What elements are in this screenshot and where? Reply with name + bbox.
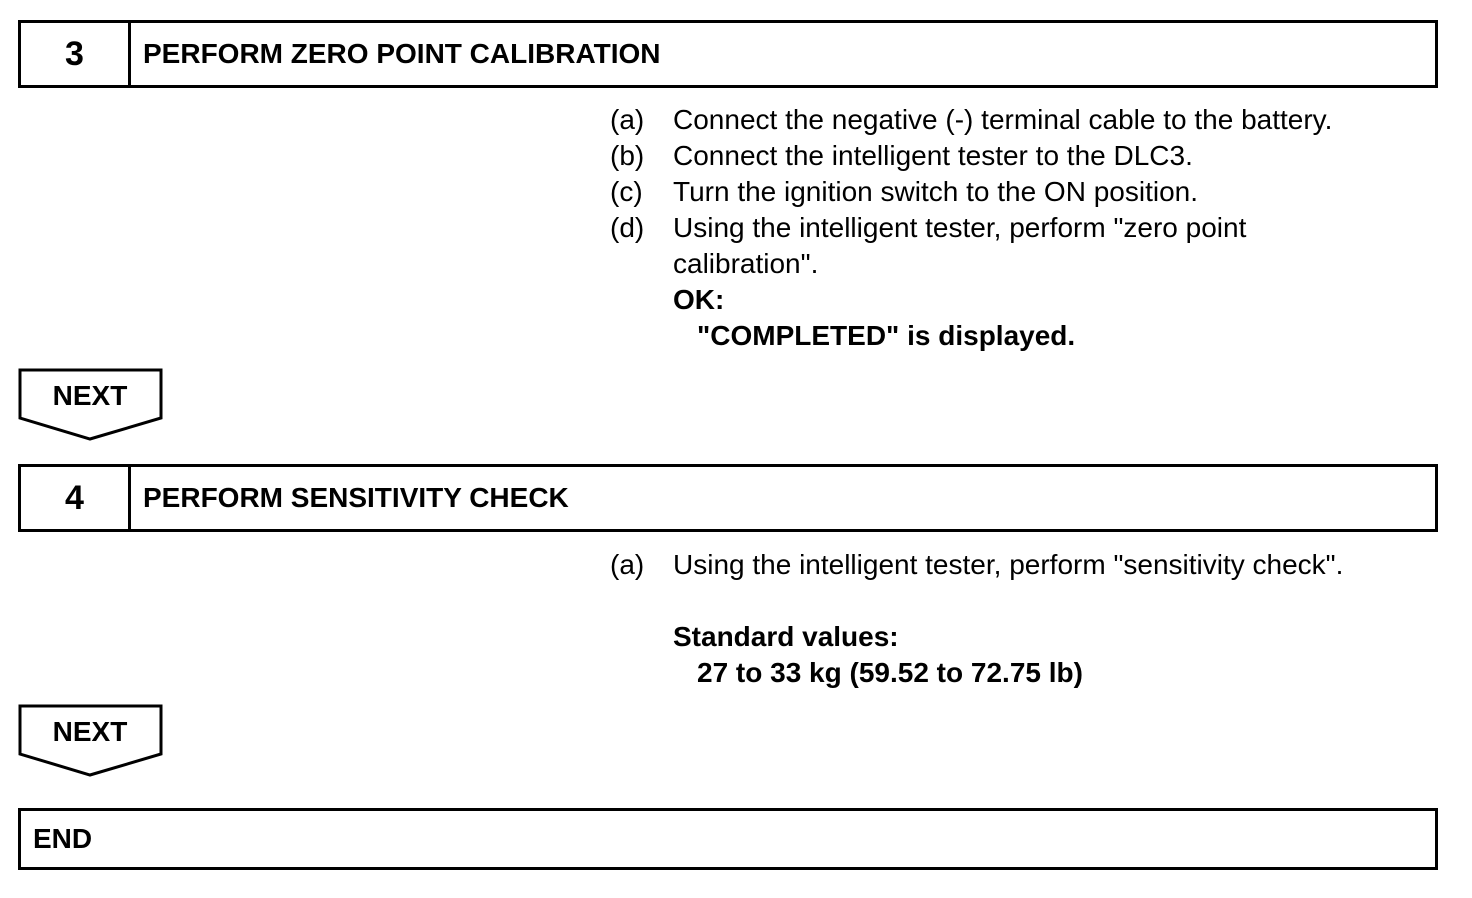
item-text: Connect the negative (-) terminal cable to the battery.: [673, 104, 1333, 135]
end-label: END: [33, 823, 93, 854]
step-4-instructions: [610, 547, 1450, 691]
result-value: 27 to 33 kg (59.52 to 72.75 lb): [697, 657, 1083, 688]
step-4-number: 4: [21, 467, 131, 529]
item-label: (c): [610, 176, 643, 207]
next-arrow-1: [18, 368, 164, 442]
item-label: (a): [610, 104, 645, 135]
step-3-title: PERFORM ZERO POINT CALIBRATION: [143, 38, 661, 69]
next-label: NEXT: [52, 380, 128, 411]
step-3-number: 3: [21, 23, 131, 85]
item-label: (d): [610, 212, 645, 243]
result-value: "COMPLETED" is displayed.: [697, 320, 1076, 351]
item-text-line-2: calibration".: [673, 248, 819, 279]
next-label: NEXT: [52, 716, 128, 747]
next-arrow-2: [18, 704, 164, 778]
step-3-header: [18, 20, 1438, 88]
step-4-header: [18, 464, 1438, 532]
result-heading: OK:: [673, 284, 725, 315]
item-text: Using the intelligent tester, perform "sensitivity check".: [673, 549, 1344, 580]
item-text-line-1: Using the intelligent tester, perform "zero point: [673, 212, 1247, 243]
step-4-item-a: [610, 547, 1450, 583]
step-3-item-a: [610, 102, 1450, 138]
item-label: (b): [610, 140, 645, 171]
end-box: [18, 808, 1438, 870]
step-3-result: [673, 282, 1450, 354]
step-4-title: PERFORM SENSITIVITY CHECK: [143, 482, 569, 513]
result-heading: Standard values:: [673, 621, 899, 652]
step-3-item-d: [610, 210, 1450, 282]
item-text: Connect the intelligent tester to the DLC3.: [673, 140, 1193, 171]
step-4-result: [673, 619, 1450, 691]
item-label: (a): [610, 549, 645, 580]
item-text: Turn the ignition switch to the ON position.: [673, 176, 1198, 207]
step-3-item-c: [610, 174, 1450, 210]
item-text: [673, 210, 1450, 282]
step-3-instructions: [610, 102, 1450, 354]
step-3-item-b: [610, 138, 1450, 174]
